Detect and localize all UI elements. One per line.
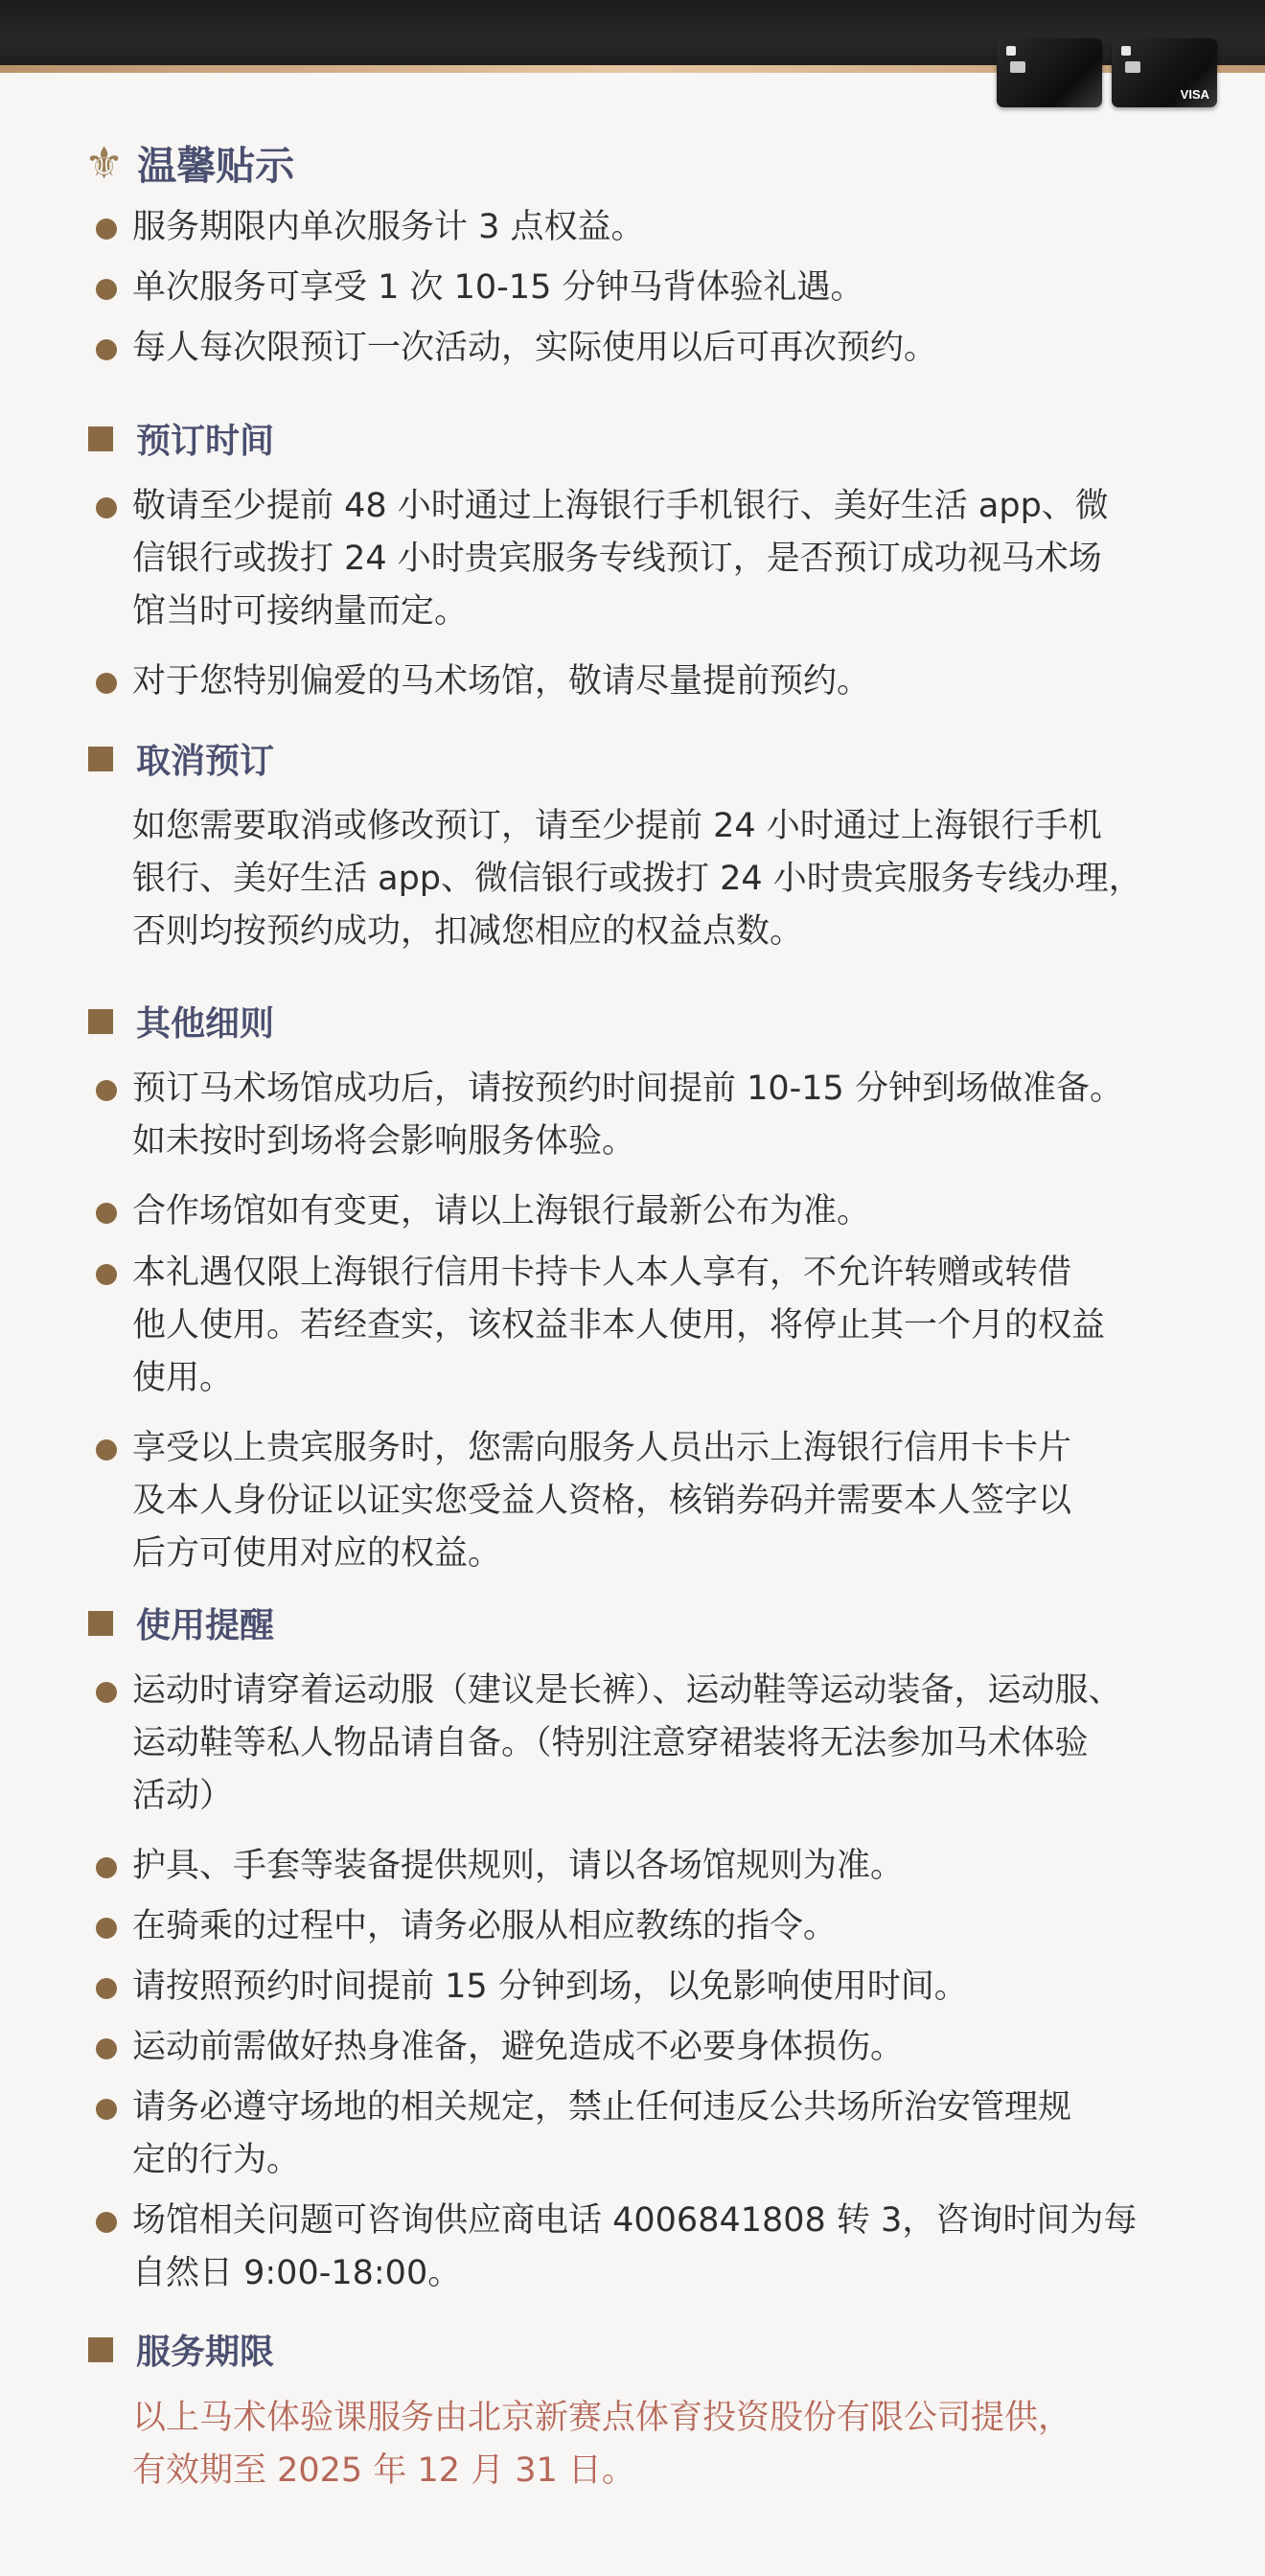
credit-card-image bbox=[1112, 38, 1217, 107]
bullet-icon bbox=[96, 1439, 117, 1460]
list-item: 对于您特别偏爱的马术场馆，敬请尽量提前预约。 bbox=[132, 662, 871, 701]
list-item: 服务期限内单次服务计 3 点权益。 bbox=[132, 208, 645, 246]
square-bullet-icon bbox=[88, 747, 113, 771]
bullet-icon bbox=[96, 279, 117, 300]
list-item: 在骑乘的过程中，请务必服从相应教练的指令。 bbox=[132, 1907, 838, 1945]
credit-card-image bbox=[997, 38, 1102, 107]
bank-cards bbox=[997, 38, 1217, 107]
list-item: 合作场馆如有变更，请以上海银行最新公布为准。 bbox=[132, 1192, 871, 1230]
bullet-icon bbox=[96, 1918, 117, 1939]
bullet-icon bbox=[96, 2038, 117, 2059]
card-chip-icon bbox=[1125, 61, 1140, 73]
bullet-icon bbox=[96, 1203, 117, 1224]
period-paragraph: 以上马术体验课服务由北京新赛点体育投资股份有限公司提供， 有效期至 2025 年 12 月 31 日。 bbox=[132, 2399, 1072, 2490]
tips-heading bbox=[84, 134, 294, 191]
section-heading-cancel: 取消预订 bbox=[88, 734, 274, 783]
square-bullet-icon bbox=[88, 2337, 113, 2362]
bullet-icon bbox=[96, 339, 117, 360]
section-heading-period: 服务期限 bbox=[88, 2325, 274, 2374]
list-item: 请按照预约时间提前 15 分钟到场，以免影响使用时间。 bbox=[132, 1967, 968, 2006]
section-heading-booking-time: 预订时间 bbox=[88, 414, 274, 463]
square-bullet-icon bbox=[88, 1009, 113, 1034]
square-bullet-icon bbox=[88, 1611, 113, 1636]
list-item: 本礼遇仅限上海银行信用卡持卡人本人享有，不允许转赠或转借 他人使用。若经查实，该权益非本人使用，将停止其一个月的权益 使用。 bbox=[132, 1254, 1106, 1397]
section-heading-reminder: 使用提醒 bbox=[88, 1598, 274, 1647]
fleur-de-lis-icon: ⚜ bbox=[84, 136, 125, 189]
square-bullet-icon bbox=[88, 426, 113, 451]
bullet-icon bbox=[96, 2099, 117, 2120]
bullet-icon bbox=[96, 218, 117, 240]
list-item: 运动前需做好热身准备，避免造成不必要身体损伤。 bbox=[132, 2028, 905, 2066]
bullet-icon bbox=[96, 2212, 117, 2233]
list-item: 运动时请穿着运动服（建议是长裤）、运动鞋等运动装备，运动服、 运动鞋等私人物品请自备。（特别注意穿裙装将无法参加马术体验 活动） bbox=[132, 1671, 1122, 1815]
bullet-icon bbox=[96, 673, 117, 694]
bullet-icon bbox=[96, 1080, 117, 1101]
bullet-icon bbox=[96, 1264, 117, 1285]
bank-logo-icon bbox=[1121, 46, 1131, 56]
bullet-icon bbox=[96, 497, 117, 518]
bullet-icon bbox=[96, 1978, 117, 1999]
list-item: 敬请至少提前 48 小时通过上海银行手机银行、美好生活 app、微 信银行或拨打 24 小时贵宾服务专线预订，是否预订成功视马术场 馆当时可接纳量而定。 bbox=[132, 487, 1109, 631]
tips-title: 温馨贴示 bbox=[137, 143, 295, 189]
list-item: 单次服务可享受 1 次 10-15 分钟马背体验礼遇。 bbox=[132, 268, 864, 307]
list-item: 享受以上贵宾服务时，您需向服务人员出示上海银行信用卡卡片 及本人身份证以证实您受益人资格，核销券码并需要本人签字以 后方可使用对应的权益。 bbox=[132, 1429, 1072, 1573]
cancel-paragraph: 如您需要取消或修改预订，请至少提前 24 小时通过上海银行手机 银行、美好生活 app、微信银行或拨打 24 小时贵宾服务专线办理， 否则均按预约成功，扣减您相应的权益点数。 bbox=[132, 807, 1142, 951]
list-item: 预订马术场馆成功后，请按预约时间提前 10-15 分钟到场做准备。 如未按时到场将会影响服务体验。 bbox=[132, 1070, 1123, 1161]
bullet-icon bbox=[96, 1682, 117, 1703]
list-item: 场馆相关问题可咨询供应商电话 4006841808 转 3，咨询时间为每 自然日 9:00-18:00。 bbox=[132, 2201, 1138, 2292]
visa-logo: VISA bbox=[1180, 87, 1209, 102]
card-chip-icon bbox=[1010, 61, 1025, 73]
list-item: 请务必遵守场地的相关规定，禁止任何违反公共场所治安管理规 定的行为。 bbox=[132, 2088, 1072, 2179]
bullet-icon bbox=[96, 1857, 117, 1878]
list-item: 每人每次限预订一次活动，实际使用以后可再次预约。 bbox=[132, 329, 938, 367]
section-heading-other: 其他细则 bbox=[88, 997, 274, 1046]
list-item: 护具、手套等装备提供规则，请以各场馆规则为准。 bbox=[132, 1847, 905, 1885]
bank-logo-icon bbox=[1006, 46, 1016, 56]
